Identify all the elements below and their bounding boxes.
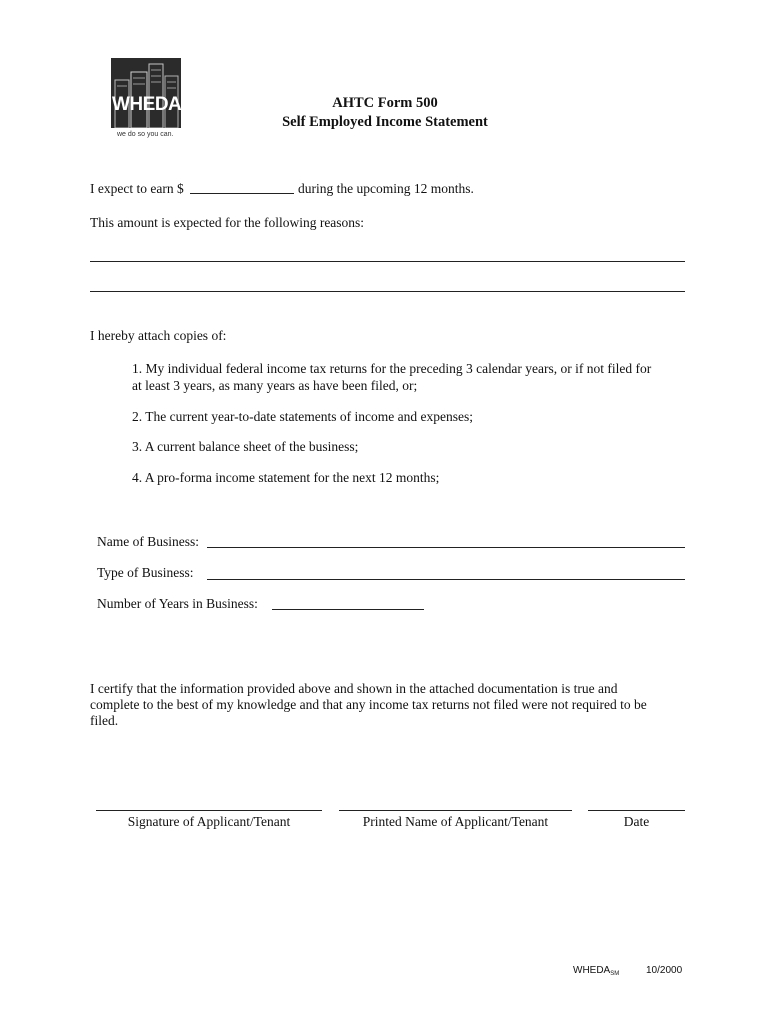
date-field[interactable]: [588, 810, 685, 811]
earn-suffix: during the upcoming 12 months.: [298, 181, 474, 196]
attach-item-1: 1. My individual federal income tax returns for the preceding 3 calendar years, or if not filed for: [132, 361, 652, 376]
wheda-logo: [111, 58, 181, 128]
cert-line-3: filed.: [90, 713, 119, 728]
cert-line-2: complete to the best of my knowledge and that any income tax returns not filed were not required to be: [90, 697, 647, 712]
footer-date: 10/2000: [646, 965, 683, 976]
printed-name-label: Printed Name of Applicant/Tenant: [362, 814, 549, 829]
attach-item-3: 3. A current balance sheet of the business;: [132, 439, 359, 454]
business-name-field[interactable]: [207, 547, 685, 548]
date-label: Date: [623, 814, 650, 829]
attach-item-2: 2. The current year-to-date statements of income and expenses;: [132, 409, 473, 424]
printed-name-field[interactable]: [339, 810, 572, 811]
footer-brand: [573, 965, 619, 977]
earn-amount-field[interactable]: [190, 193, 294, 194]
earn-prefix: I expect to earn $: [90, 181, 184, 196]
signature-label: Signature of Applicant/Tenant: [127, 814, 291, 829]
footer-brand-name: WHEDA: [573, 965, 611, 976]
reasons-line-1[interactable]: [90, 261, 685, 262]
attach-item-1-cont: at least 3 years, as many years as have been filed, or;: [132, 378, 418, 393]
logo-wordmark: WHEDA: [112, 94, 181, 115]
logo-tagline: we do so you can.: [117, 131, 174, 138]
buildings-icon: [111, 58, 181, 128]
cert-line-1: I certify that the information provided above and shown in the attached documentation is true and: [90, 681, 618, 696]
reasons-line-2[interactable]: [90, 291, 685, 292]
business-years-field[interactable]: [272, 609, 424, 610]
business-years-label: Number of Years in Business:: [97, 596, 258, 611]
business-type-label: Type of Business:: [97, 565, 194, 580]
form-subtitle: Self Employed Income Statement: [282, 114, 488, 130]
reasons-label: This amount is expected for the following reasons:: [90, 215, 365, 230]
attach-item-4: 4. A pro-forma income statement for the next 12 months;: [132, 470, 440, 485]
footer-service-mark: SM: [610, 971, 620, 977]
signature-field[interactable]: [96, 810, 322, 811]
business-name-label: Name of Business:: [97, 534, 199, 549]
form-title: AHTC Form 500: [332, 95, 438, 111]
business-type-field[interactable]: [207, 579, 685, 580]
attach-intro: I hereby attach copies of:: [90, 328, 227, 343]
